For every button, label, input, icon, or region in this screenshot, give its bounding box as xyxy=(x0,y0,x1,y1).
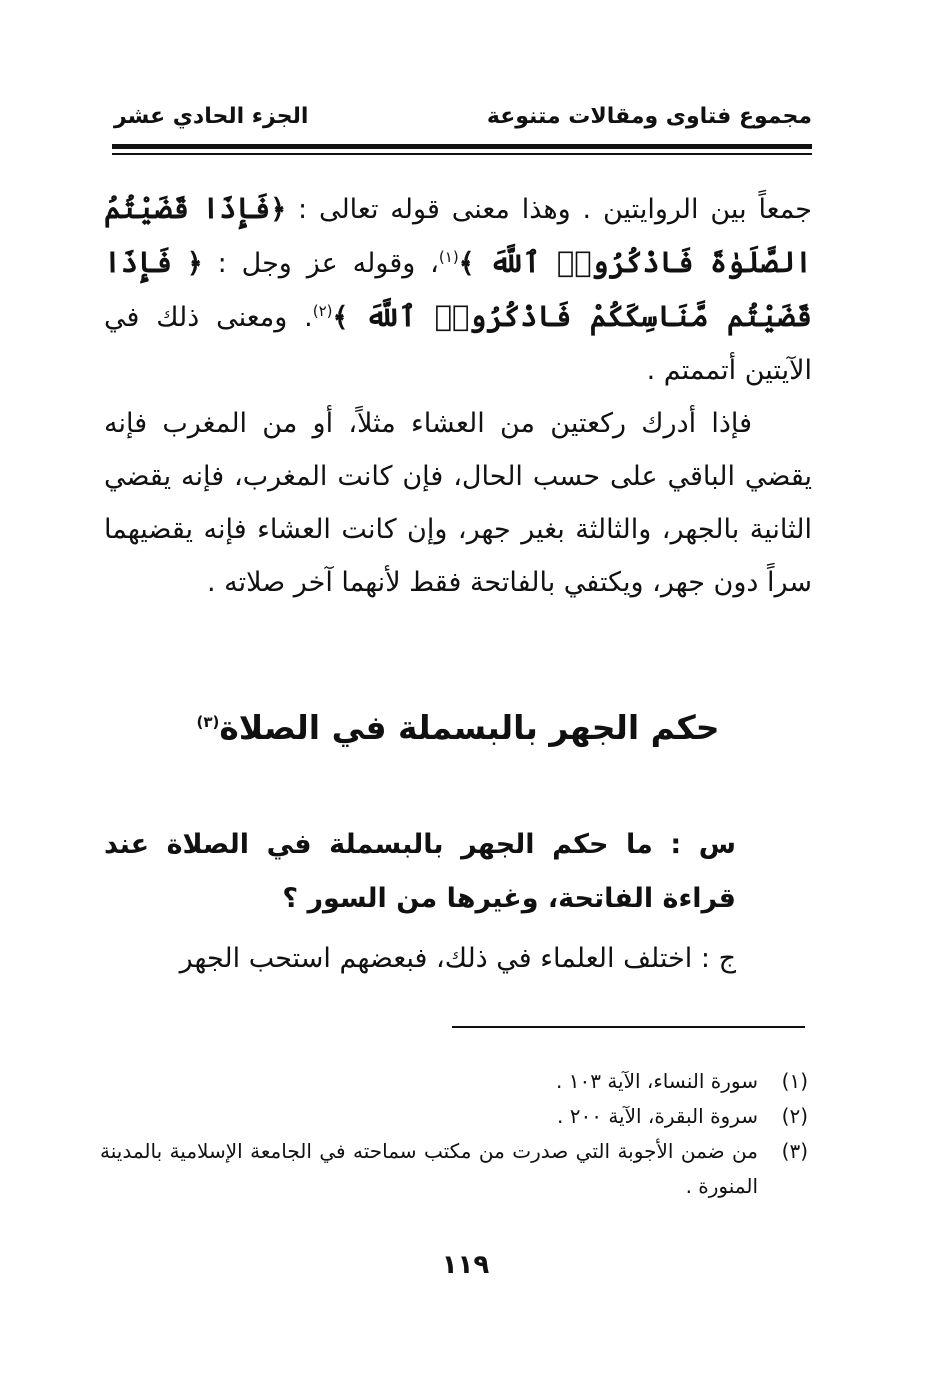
footnote-number: (٢) xyxy=(781,1104,808,1128)
section-heading xyxy=(104,708,812,747)
verse2-open-bracket: ﴿ xyxy=(186,248,203,279)
body-paragraph: فإذا أدرك ركعتين من العشاء مثلاً، أو من المغرب فإنه يقضي الباقي على حسب الحال، فإن كانت المغرب، فإنه يقضي الثانية بالجهر، والثالثة بغير جهر، وإن كانت العشاء فإنه يقضيهما سراً دون جهر، ويكتفي بالفاتحة فقط لأنهما آخر صلاته . xyxy=(104,408,812,598)
footnote-number: (٣) xyxy=(781,1139,808,1163)
footnote-ref-1: (١) xyxy=(438,248,459,266)
main-text xyxy=(104,182,812,609)
quran-verse-1: فَإِذَا قَضَيْتُمُ الصَّلَوٰةَ فَاذْكُرُوا۟ ٱللَّهَ xyxy=(104,191,812,279)
book-title: مجموع فتاوى ومقالات متنوعة xyxy=(486,104,812,129)
footnotes xyxy=(100,1064,808,1204)
page-number: ١١٩ xyxy=(441,1250,490,1280)
footnote-number: (١) xyxy=(781,1069,808,1093)
running-header xyxy=(108,96,812,136)
quran-verse-2: فَإِذَا قَضَيْتُم مَّنَاسِكَكُمْ فَاذْكُرُوا۟ ٱللَّهَ xyxy=(104,245,812,333)
intro-text-3: . ومعنى ذلك في الآيتين أتممتم . xyxy=(104,302,812,386)
answer-text: ج : اختلف العلماء في ذلك، فبعضهم استحب الجهر xyxy=(179,943,736,974)
footnote-text: من ضمن الأجوبة التي صدرت من مكتب سماحته في الجامعة الإسلامية بالمدينة المنورة . xyxy=(100,1139,758,1198)
footnote-ref-2: (٢) xyxy=(312,302,333,320)
footnote-text: سورة النساء، الآية ١٠٣ . xyxy=(556,1069,758,1093)
verse1-open-bracket: ﴿ xyxy=(270,194,287,225)
volume-label: الجزء الحادي عشر xyxy=(114,104,309,129)
footnote-separator xyxy=(452,1026,805,1028)
footnote-item xyxy=(100,1099,808,1134)
footnote-item xyxy=(100,1064,808,1099)
intro-text-1: جمعاً بين الروايتين . وهذا معنى قوله تعالى : xyxy=(286,194,812,225)
section-title-text: حكم الجهر بالبسملة في الصلاة xyxy=(219,708,720,747)
footnote-text: سروة البقرة، الآية ٢٠٠ . xyxy=(557,1104,758,1128)
intro-paragraph xyxy=(104,182,812,397)
intro-text-2: ، وقوله عز وجل : xyxy=(202,248,439,279)
question-text: س : ما حكم الجهر بالبسملة في الصلاة عند قراءة الفاتحة، وغيرها من السور ؟ xyxy=(104,829,736,914)
verse2-close-bracket: ﴾ xyxy=(332,302,349,333)
header-rule-thick xyxy=(112,144,812,149)
footnote-ref-3: (٣) xyxy=(196,713,220,731)
header-rule-thin xyxy=(112,153,812,155)
verse1-close-bracket: ﴾ xyxy=(458,248,475,279)
footnote-item xyxy=(100,1134,808,1204)
